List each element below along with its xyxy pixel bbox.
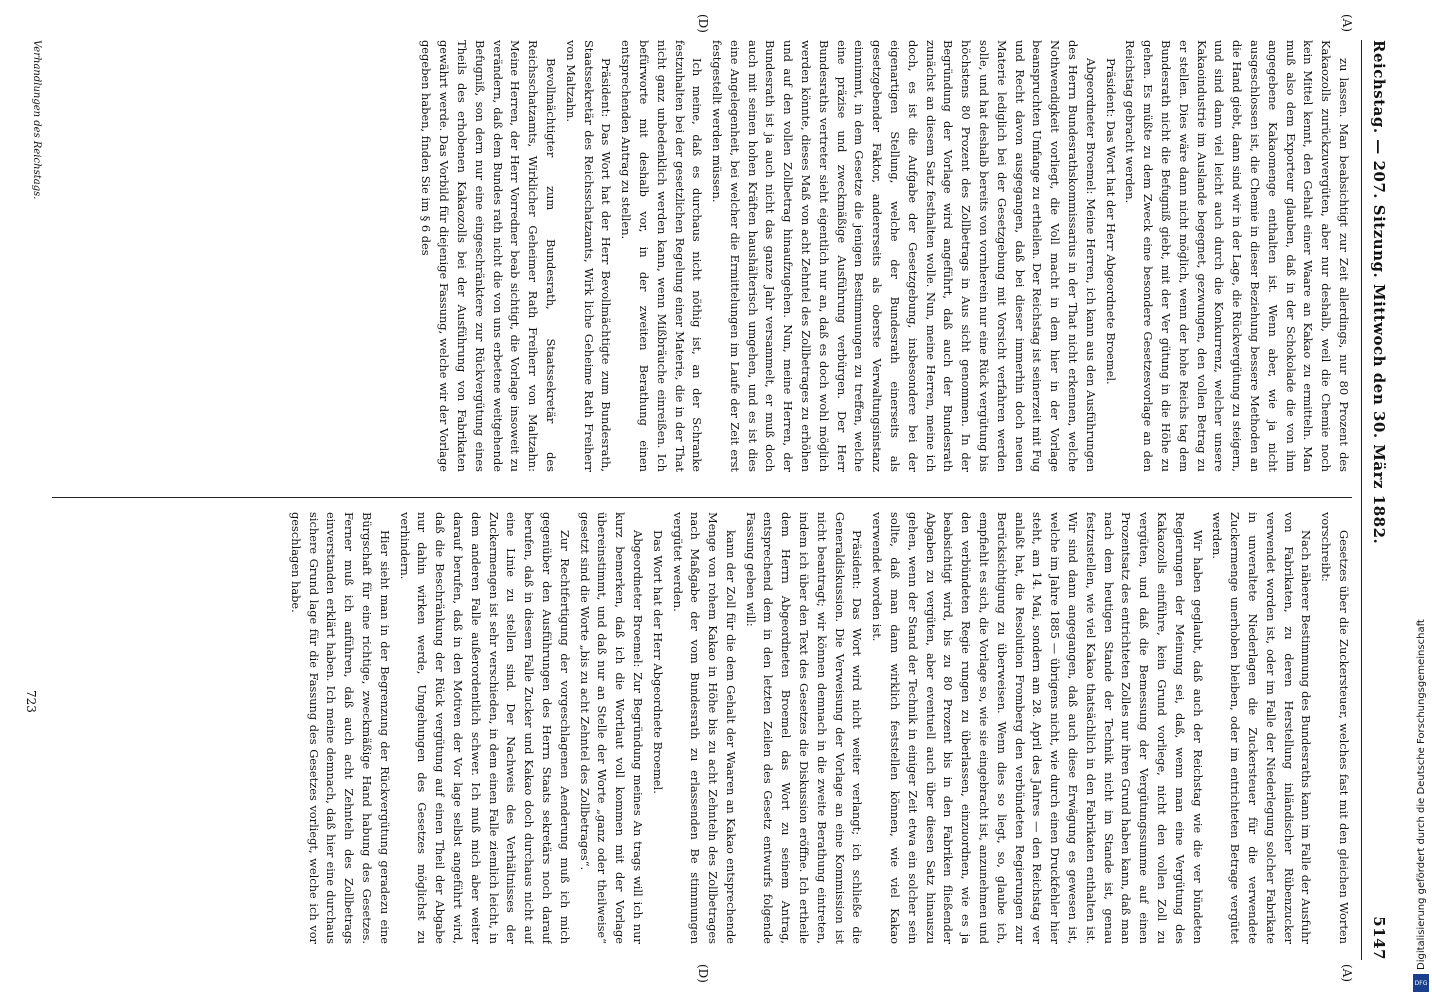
digitization-note: Digitalisierung gefördert durch die Deutsche Forschungsgemeinschaft [1416, 619, 1427, 970]
paragraph: zu lassen. Man beabsichtigt zur Zeit allerdings, nur 80 Prozent des Kakaozolls zurückzuvergüten, aber nur deshalb, weil die Chemie noch kein Mittel kennt, den Gehalt einer Waare an Kakao zu ermitteln. Man muß also dem Exporteur glauben, daß in der Schokolade die von ihm angegebene Kakaomenge enthalten ist. Wenn aber, wie ja nicht ausgeschlossen ist, die Chemie in dieser Beziehung bessere Methoden an die Hand giebt, dann sind wir in der Lage, die Rückvergütung zu steigern, und sind dann viel leicht auch durch die Konkurrenz, welcher unsere Kakaoindustrie im Auslande begegnet, gezwungen, den vollen Betrag zu er stellen. Dies wäre dann nicht möglich, wenn der hohe Reichs tag dem Bundesrath nicht die Befugniß giebt, mit der Ver gütung in die Höhe zu gehen. Es müßte zu dem Zweck eine besondere Gesetzesvorlage an den Reichstag gebracht werden. [1123, 40, 1351, 472]
header-title: Reichstag. — 207. Sitzung. Mittwoch den 30. März 1882. [1370, 40, 1388, 545]
page-header [1366, 40, 1388, 960]
right-text-column [52, 512, 1352, 944]
paragraph: Abgeordneter Broemel: Zur Begründung meines An trags will ich nur kurz bemerken, daß ich die Wortlaut voll kommen mit der Vorlage übereinstimmt, und daß nur an Stelle der Worte „ganz oder theilweise“ gesetzt sind die Worte „bis zu acht Zehntel des Zollbetrages“. [577, 512, 645, 944]
paragraph: Bevollmächtigter zum Bundesrath, Staatssekretär des Reichsschatzamts, Wirklicher Geheimer Rath Freiherr von Maltzahn: Meine Herren, der Herr Vorredner beab sichtigt, die Vorlage insoweit zu verändern, daß dem Bundes rath nicht die von uns erbetene weitgehende Befugniß, son dern nur eine eingeschränktere zur Rückvergütung eines Theils des erhobenen Kakaozolls bei der Ausführung von Fabrikaten gewährt werde. Das Vorbild für diejenige Fassung, welche wir der Vorlage gegeben haben, finden Sie im § 6 des [419, 40, 558, 472]
header-page-number: 5147 [1370, 916, 1388, 960]
paragraph: Präsident: Das Wort hat der Herr Abgeordnete Broemel. [1103, 58, 1118, 385]
margin-marker-d-left: (D) [696, 14, 710, 33]
paragraph: Hier sieht man in der Begrenzung der Rückvergütung geradezu eine Bürgschaft für eine richtige, zweckmäßige Hand habung des Gesetzes. Ferner muß ich anführen, daß auch acht Zehnteln des Zollbetrags einverstanden erklärt haben. Ich meine demnach, daß hier eine durchaus sichere Grund lage für die Fassung des Gesetzes vorliegt, welche ich vor geschlagen habe. [288, 512, 392, 944]
paragraph: Zur Rechtfertigung der vorgeschlagenen Aenderung muß ich mich gegenüber den Ausführungen des Herrn Staats sekretärs noch darauf berufen, daß in diesem Falle Zucker und Kakao doch durchaus nicht auf eine Linie zu stellen sind. Der Nachweis des Verhältnisses der Zuckermengen ist sehr verschieden, in dem einen Falle ziemlich leicht, in dem anderen Falle außerordentlich schwer. Ich muß mich aber weiter darauf berufen, daß in den Motiven der Vor lage selbst angeführt wird, daß die Beschränkung der Rück vergütung auf einen Theil der Abgabe nur dahin wirken werde, Umgehungen des Gesetzes möglichst zu verhindern. [397, 512, 572, 944]
margin-marker-a-right: (A) [1340, 964, 1354, 983]
paragraph: Abgeordneter Broemel: Meine Herren, ich kann aus den Ausführungen des Herrn Bundesrathskommissarius in der That nicht erkennen, welche Nothwendigkeit vorliegt, die Voll macht in dem hier in der Vorlage beanspruchten Umfange zu ertheilen. Der Reichstag ist seinerzeit mit Fug und Recht davon ausgegangen, daß bei dieser immerhin doch neuen Materie lediglich bei der Gesetzgebung mit Vorsicht verfahren werden solle, und hat deshalb bereits von vornherein nur eine Rück vergütung bis höchstens 80 Prozent des Zollbetrags in Aus sicht genommen. In der Begründung der Vorlage wird angeführt, daß auch der Bundesrath zunächst an diesem Satz festhalten wolle. Nun, meine Herren, meine ich doch, es ist die Aufgabe der Gesetzgebung, insbesondere bei der eigenartigen Stellung, welche der Bundesrath einerseits als gesetzgebender Faktor, andererseits als oberste Verwaltungsinstanz einnimmt, in dem Gesetze die jenigen Bestimmungen zu treffen, welche eine präzise und zweckmäßige Ausführung verbürgen. Der Herr Bundesraths vertreter sieht eigentlich nur an, daß es doch wohl möglich werden könnte, dieses Maß von acht Zehntel des Zollbetrages zu erhöhen und auf den vollen Zollbetrag hinaufzugehen. Nun, meine Herren, der Bundesrath ist ja auch nicht das ganze Jahr versammelt, er muß doch auch mit seinen hohen Kräften haushälterisch umgehen, und es ist dies eine Angelegenheit, bei welcher die Ermittelungen im Laufe der Zeit erst festgestellt werden müssen. [710, 40, 1098, 472]
header-rule [1361, 40, 1362, 960]
paragraph: Ich meine, daß es durchaus nicht nöthig ist, an der Schranke festzuhalten bei der gesetzlichen Regelung einer Materie, die in der That nicht ganz unbedenklich werden kann, wenn Mißbräuche einreißen. Ich befürworte mit deshalb vor, in der zweiten Berathung einen entsprechenden Antrag zu stellen. [619, 40, 705, 472]
paragraph: Gesetzes über die Zuckersteuer, welches fast mit den gleichen Worten vorschreibt: [1319, 512, 1351, 944]
page-number: 723 [24, 690, 38, 713]
paragraph: Präsident: Das Wort hat der Herr Bevollmächtigte zum Bundesrath, Staatssekretär des Reichsschatzamts, Wirk liche Geheime Rath Freiherr von Maltzahn. [563, 40, 614, 472]
paragraph: Präsident: Das Wort wird nicht weiter verlangt; ich schließe die Generaldiskussion. Die Verweisung der Vorlage an eine Kommission ist nicht beantragt; wir können demnach in die zweite Berathung eintreten, indem ich über den Text des Gesetzes die Diskussion eröffne. Ich ertheile dem Herrn Abgeordneten Broemel das Wort zu seinem Antrag, entsprechend dem in den letzten Zeilen des Gesetz entwurfs folgende Fassung geben will: [743, 512, 865, 944]
column-divider [52, 497, 1352, 498]
paragraph: Das Wort hat der Herr Abgeordnete Broemel. [650, 530, 665, 794]
paragraph: Wir haben geglaubt, daß auch der Reichstag wie die ver bündeten Regierungen der Meinung sei, daß, wenn man eine Vergütung des Kakaozolls einführe, kein Grund vorliege, nicht den vollen Zoll zu vergüten, und daß die Bemessung der Vergütungssumme auf einen Prozentsatz des entrichteten Zolles nur ihren Grund haben kann, daß man nach dem heutigen Stande der Technik nicht im Stande ist, genau festzustellen, wie viel Kakao thatsächlich in den Fabrikaten enthalten ist. Wir sind dann angegangen, daß auch diese Erwägung es gewesen ist, welche im Jahre 1885 — übrigens nicht, wie durch einen Druckfehler hier steht, am 14. Mai, sondern am 28. April des Jahres — den Reichstag ver anlaßt hat, die Resolution Fromberg den verbündeten Regierungen zur Berücksichtigung zu überweisen. Wenn dies so liegt, so, glaube ich, empfiehlt es sich, die Vorlage so, wie sie eingebracht ist, anzunehmen und den verbündeten Regie rungen zu überlassen, einzuordnen, wie es ja beabsichtigt wird, bis zu 80 Prozent bis in den Fabriken fließender Abgaben zu vergüten, aber eventuell auch über diesen Satz hinauszu gehen, wenn der Stand der Technik in einiger Zeit etwa ein solcher sein sollte, daß man dann wirklich feststellen können, wie viel Kakao verwendet worden ist. [870, 512, 1205, 944]
left-text-column [52, 40, 1352, 472]
margin-marker-d-right: (D) [696, 964, 710, 983]
paragraph: kann der Zoll für die dem Gehalt der Waaren an Kakao entsprechende Menge von rohem Kakao in Höhe bis zu acht Zehnteln des Zollbetrages nach Maßgabe der vom Bundesrath zu erlassenden Be stimmungen vergütet werden. [670, 512, 738, 944]
footer-note: Verhandlungen des Reichstags. [31, 40, 42, 200]
margin-marker-a-left: (A) [1340, 14, 1354, 33]
dfg-logo-icon: DFG [1413, 974, 1429, 992]
paragraph: Nach näherer Bestimmung des Bundesraths kann im Falle der Ausfuhr von Fabrikaten, zu deren Herstellung inländischer Rübenzucker verwendet worden ist, oder im Falle der Niederlegung solcher Fabrikate in unveraltete Niederlagen die Zuckersteuer für die verwendete Zuckermenge unerhoben bleiben, oder im entrichteten Betrage vergütet werden. [1210, 512, 1314, 944]
